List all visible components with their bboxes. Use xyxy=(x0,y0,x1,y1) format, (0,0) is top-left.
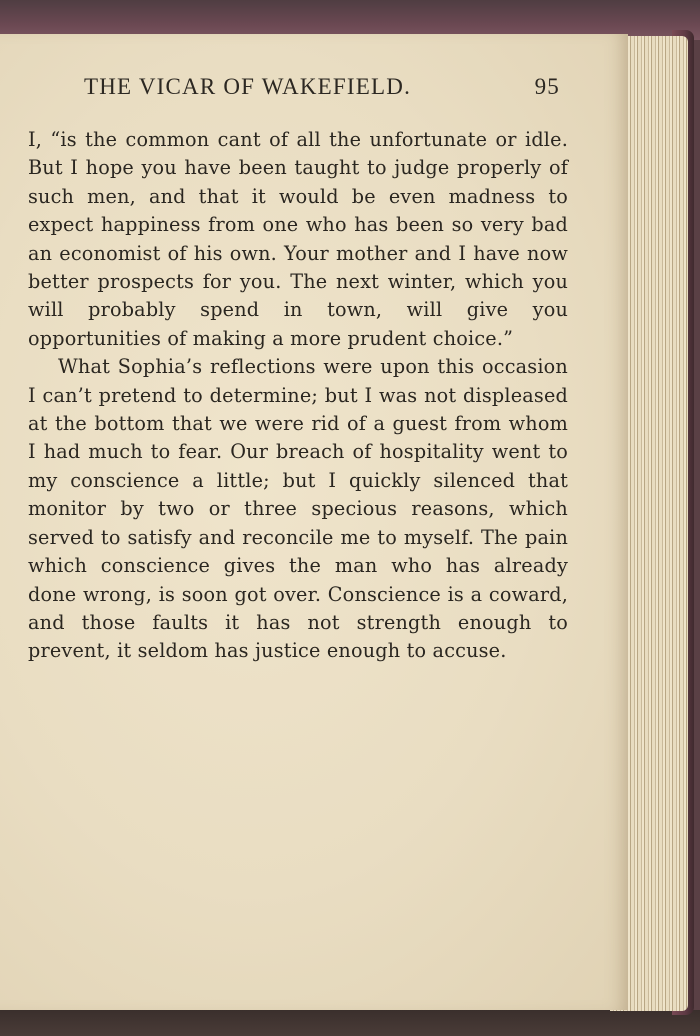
page-content xyxy=(28,74,568,666)
book-page xyxy=(0,34,628,1010)
body-text xyxy=(28,126,568,666)
running-head xyxy=(28,74,568,106)
paragraph-2: What Sophia’s reflections were upon this occasion I can’t pretend to determine; but I was not displeased at the bottom that we were rid of a guest from whom I had much to fear. Our breach of hospitality went to my conscience a little; but I quickly silenced that monitor by two or three specious reasons, which served to satisfy and reconcile me to myself. The pain which conscience gives the man who has already done wrong, is soon got over. Conscience is a coward, and those faults it has not strength enough to prevent, it seldom has justice enough to accuse. xyxy=(28,355,568,663)
cover-bottom-edge xyxy=(0,1010,700,1036)
page-number: 95 xyxy=(534,74,560,99)
paragraph-1: I, “is the common cant of all the unfortunate or idle. But I hope you have been taught to judge properly of such men, and that it would be even madness to expect happiness from one who has been so very bad an economist of his own. Your mother and I have now better prospects for you. The next winter, which you will probably spend in town, will give you opportunities of making a more prudent choice.” xyxy=(28,128,568,350)
running-title: THE VICAR OF WAKEFIELD. xyxy=(84,74,412,99)
